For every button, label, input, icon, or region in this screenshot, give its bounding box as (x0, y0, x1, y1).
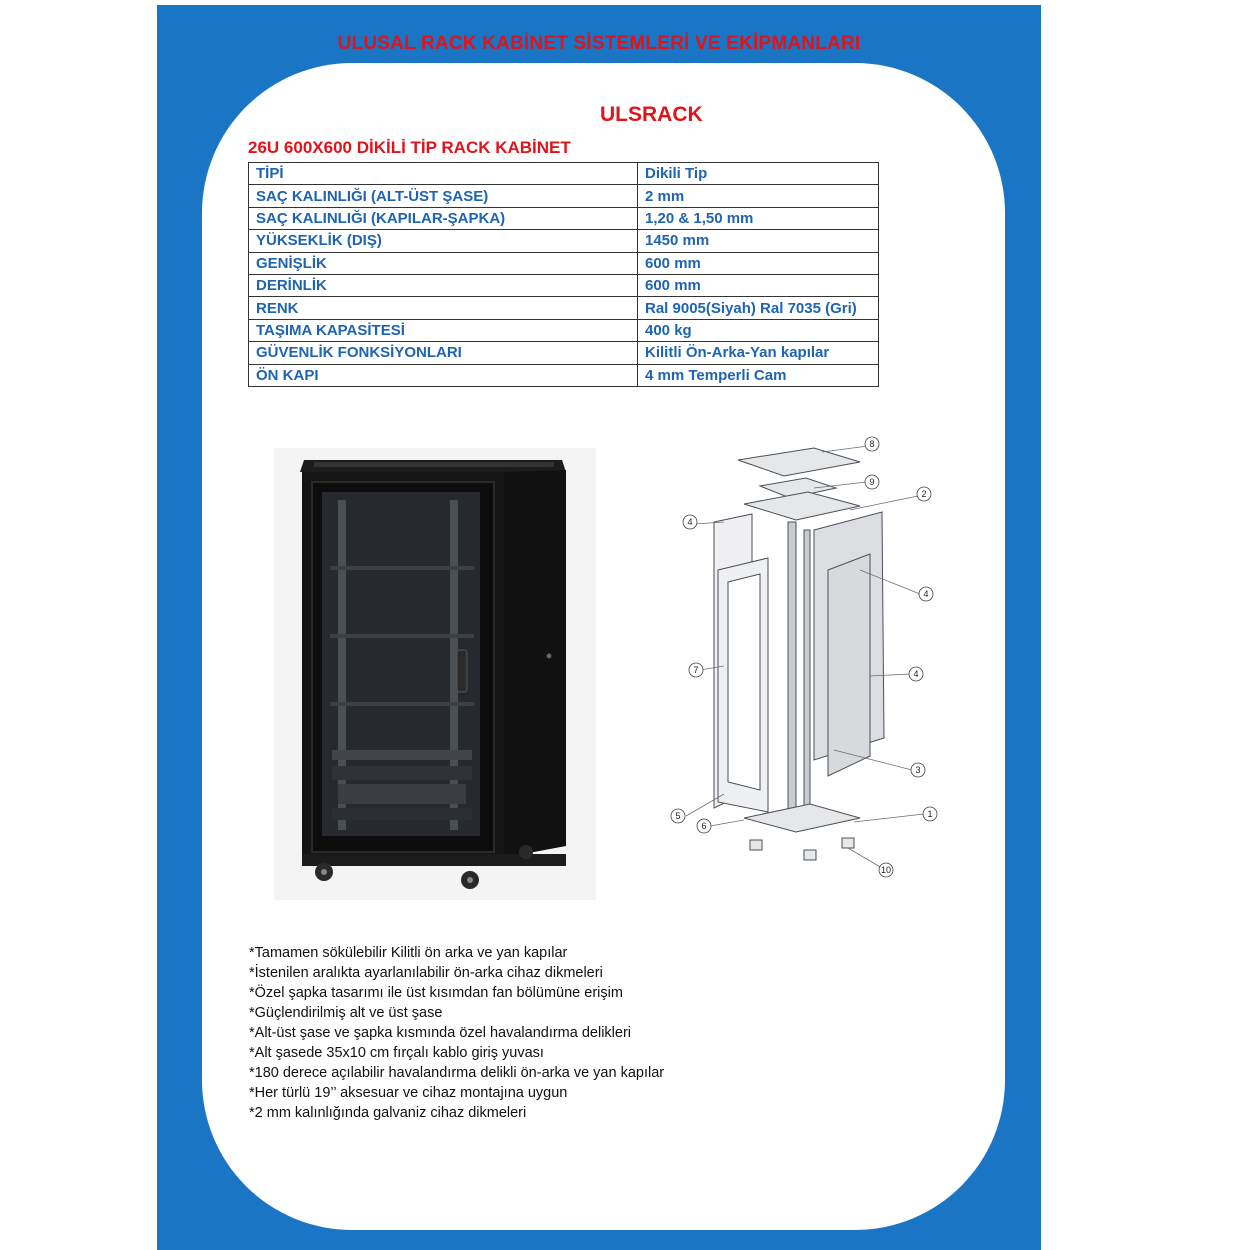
spec-key: TAŞIMA KAPASİTESİ (249, 319, 638, 341)
list-item: *Güçlendirilmiş alt ve üst şase (249, 1005, 443, 1021)
exploded-rack-diagram (664, 430, 944, 890)
feature-list (249, 943, 664, 1123)
list-item: *Alt şasede 35x10 cm fırçalı kablo giriş yuvası (249, 1045, 544, 1061)
list-item: *180 derece açılabilir havalandırma delikli ön-arka ve yan kapılar (249, 1065, 665, 1081)
list-item: *Özel şapka tasarımı ile üst kısımdan fan bölümüne erişim (249, 985, 623, 1001)
list-item: *Alt-üst şase ve şapka kısmında özel havalandırma delikleri (249, 1025, 632, 1041)
company-header: ULUSAL RACK KABİNET SİSTEMLERİ VE EKİPMANLARI (337, 33, 861, 54)
rack-cabinet-photo (274, 448, 596, 900)
callout-label: 1 (927, 809, 933, 819)
list-item: *İstenilen aralıkta ayarlanılabilir ön-arka cihaz dikmeleri (249, 965, 603, 981)
spec-value: Dikili Tip (638, 163, 879, 185)
callout-label: 4 (923, 589, 929, 599)
table-row (249, 163, 879, 185)
spec-value: 2 mm (638, 185, 879, 207)
callout-label: 6 (701, 821, 707, 831)
table-row (249, 319, 879, 341)
table-row (249, 207, 879, 229)
brand-name: ULSRACK (600, 103, 703, 126)
callout-label: 9 (869, 477, 875, 487)
callout-label: 3 (915, 765, 921, 775)
callout-label: 8 (869, 439, 875, 449)
spec-value: Ral 9005(Siyah) Ral 7035 (Gri) (638, 297, 879, 319)
callout-label: 10 (880, 865, 892, 875)
table-row (249, 297, 879, 319)
spec-value: 400 kg (638, 319, 879, 341)
spec-key: ÖN KAPI (249, 364, 638, 386)
table-row (249, 185, 879, 207)
callout-label: 5 (675, 811, 681, 821)
table-row (249, 274, 879, 296)
spec-key: SAÇ KALINLIĞI (KAPILAR-ŞAPKA) (249, 207, 638, 229)
spec-key: GÜVENLİK FONKSİYONLARI (249, 342, 638, 364)
spec-value: 4 mm Temperli Cam (638, 364, 879, 386)
spec-value: 1450 mm (638, 230, 879, 252)
spec-value: 600 mm (638, 252, 879, 274)
callout-label: 4 (913, 669, 919, 679)
spec-value: 1,20 & 1,50 mm (638, 207, 879, 229)
spec-key: DERİNLİK (249, 274, 638, 296)
table-row (249, 252, 879, 274)
table-row (249, 364, 879, 386)
spec-key: GENİŞLİK (249, 252, 638, 274)
spec-key: SAÇ KALINLIĞI (ALT-ÜST ŞASE) (249, 185, 638, 207)
callout-label: 7 (693, 665, 699, 675)
table-row (249, 230, 879, 252)
list-item: *Her türlü 19’’ aksesuar ve cihaz montajına uygun (249, 1085, 568, 1101)
spec-value: Kilitli Ön-Arka-Yan kapılar (638, 342, 879, 364)
list-item: *2 mm kalınlığında galvaniz cihaz dikmeleri (249, 1105, 527, 1121)
spec-value: 600 mm (638, 274, 879, 296)
table-row (249, 342, 879, 364)
product-title: 26U 600X600 DİKİLİ TİP RACK KABİNET (248, 138, 571, 157)
spec-key: TİPİ (249, 163, 638, 185)
spec-key: YÜKSEKLİK (DIŞ) (249, 230, 638, 252)
callout-label: 2 (921, 489, 927, 499)
spec-table (248, 162, 879, 387)
list-item: *Tamamen sökülebilir Kilitli ön arka ve yan kapılar (249, 945, 568, 961)
callout-label: 4 (687, 517, 693, 527)
spec-key: RENK (249, 297, 638, 319)
